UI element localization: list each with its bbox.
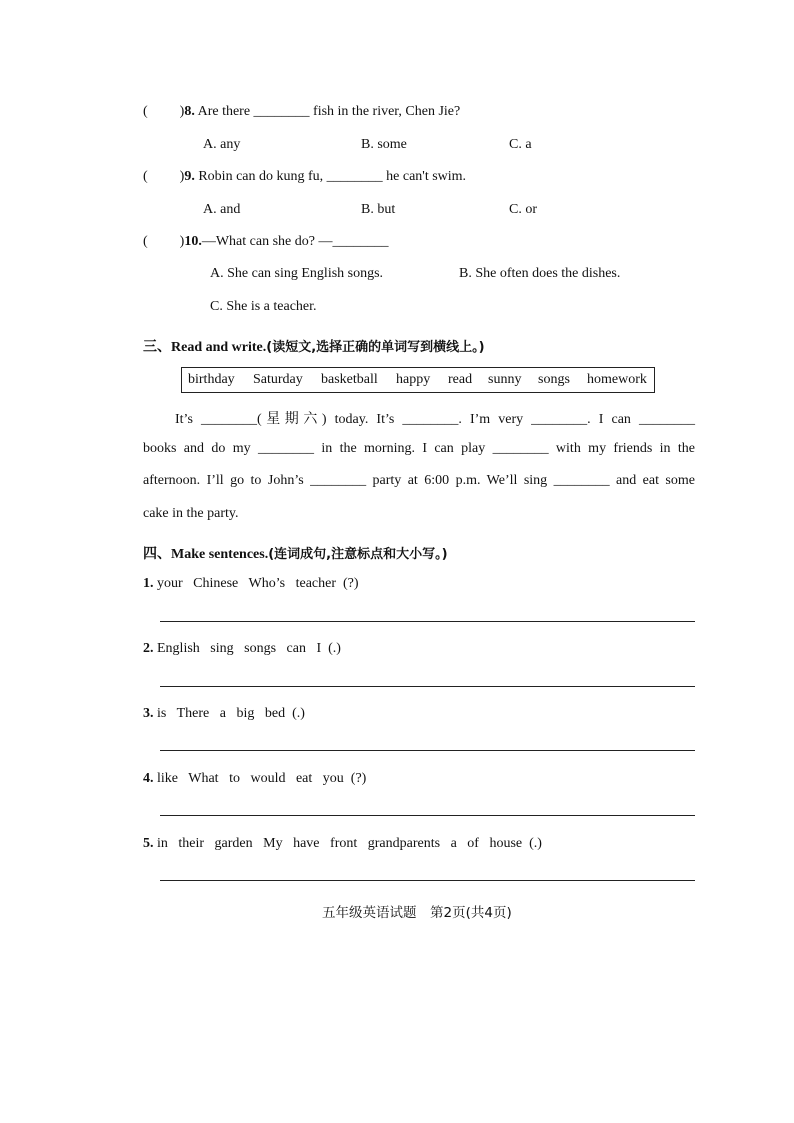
option-b: B. but	[361, 202, 396, 217]
option-a: A. She can sing English songs.	[210, 266, 384, 281]
word: sing	[210, 641, 234, 656]
section-4-heading	[143, 543, 448, 563]
option-a: A. and	[203, 202, 241, 217]
passage-line: books and do my ________ in the morning. I can play ________ with my friends in the	[143, 441, 695, 456]
option-b: B. some	[361, 137, 407, 152]
answer-paren-open: (	[143, 234, 148, 249]
question-8	[143, 104, 460, 120]
answer-line[interactable]	[160, 621, 695, 622]
option-c: C. She is a teacher.	[210, 299, 317, 314]
passage-line: It’s ________(星期六) today. It’s ________. I’m very ________. I can ________	[175, 412, 695, 427]
section-3-heading	[143, 336, 485, 356]
word-bank-item: basketball	[321, 372, 378, 387]
word-bank-item: sunny	[488, 372, 522, 387]
item-number: 5.	[143, 836, 154, 851]
word: eat	[295, 771, 313, 786]
section-instruction: (读短文,选择正确的单词写到横线上。)	[266, 340, 485, 355]
sentence-item-2	[143, 641, 341, 657]
word: garden	[214, 836, 253, 851]
word: What	[188, 771, 219, 786]
word: your	[157, 576, 183, 591]
item-number: 3.	[143, 706, 154, 721]
answer-line[interactable]	[160, 880, 695, 881]
question-10	[143, 234, 388, 250]
answer-line[interactable]	[160, 750, 695, 751]
word: English	[157, 641, 200, 656]
word: I	[316, 641, 322, 656]
question-number: 8.	[184, 104, 195, 119]
section-prefix: 四、	[143, 547, 171, 562]
section-title: Make sentences.	[171, 547, 269, 562]
word: There	[176, 706, 210, 721]
punctuation: (?)	[343, 576, 359, 591]
punctuation: (.)	[328, 641, 341, 656]
option-a: A. any	[203, 137, 241, 152]
word: big	[236, 706, 255, 721]
section-title: Read and write.	[171, 340, 267, 355]
word-bank-item: birthday	[188, 372, 235, 387]
word: of	[467, 836, 479, 851]
word: Who’s	[248, 576, 286, 591]
question-stem: Robin can do kung fu, ________ he can't swim.	[198, 169, 467, 184]
word: is	[157, 706, 167, 721]
answer-paren-close: )	[179, 169, 185, 184]
answer-line[interactable]	[160, 815, 695, 816]
word: their	[178, 836, 205, 851]
word: Chinese	[193, 576, 239, 591]
answer-line[interactable]	[160, 686, 695, 687]
option-c: C. or	[509, 202, 537, 217]
passage-line: cake in the party.	[143, 506, 239, 521]
passage-line: afternoon. I’ll go to John’s ________ party at 6:00 p.m. We’ll sing ________ and eat some	[143, 473, 695, 488]
word: like	[157, 771, 178, 786]
word: teacher	[295, 576, 337, 591]
sentence-item-3	[143, 706, 305, 722]
word-bank	[181, 367, 655, 393]
item-number: 1.	[143, 576, 154, 591]
section-prefix: 三、	[143, 340, 171, 355]
word: in	[157, 836, 168, 851]
word: grandparents	[367, 836, 441, 851]
punctuation: (?)	[350, 771, 367, 786]
option-c: C. a	[509, 137, 532, 152]
sentence-item-5	[143, 836, 542, 852]
word: can	[286, 641, 306, 656]
word: a	[450, 836, 457, 851]
word: house	[489, 836, 523, 851]
question-stem: Are there ________ fish in the river, Chen Jie?	[197, 104, 461, 119]
word: a	[219, 706, 226, 721]
item-number: 2.	[143, 641, 154, 656]
word: to	[229, 771, 240, 786]
word: songs	[244, 641, 277, 656]
sentence-item-1	[143, 576, 359, 592]
option-b: B. She often does the dishes.	[459, 266, 621, 281]
sentence-item-4	[143, 771, 366, 787]
word-bank-item: read	[448, 372, 473, 387]
answer-paren-open: (	[143, 104, 148, 119]
word-bank-item: Saturday	[253, 372, 303, 387]
word: bed	[264, 706, 286, 721]
question-stem: —What can she do? —________	[201, 234, 389, 249]
section-instruction: (连词成句,注意标点和大小写。)	[268, 547, 448, 562]
word-bank-item: songs	[538, 372, 570, 387]
question-number: 9.	[184, 169, 195, 184]
word: have	[293, 836, 320, 851]
punctuation: (.)	[292, 706, 305, 721]
answer-paren-close: )	[179, 104, 185, 119]
word: front	[330, 836, 358, 851]
answer-paren-open: (	[143, 169, 148, 184]
word-bank-item: happy	[396, 372, 431, 387]
punctuation: (.)	[529, 836, 542, 851]
answer-paren-close: )	[179, 234, 185, 249]
question-9	[143, 169, 466, 185]
word: would	[250, 771, 286, 786]
word-bank-item: homework	[587, 372, 647, 387]
word: you	[322, 771, 344, 786]
page-footer: 五年级英语试题 第2页(共4页)	[322, 905, 512, 921]
word: My	[263, 836, 283, 851]
item-number: 4.	[143, 771, 154, 786]
question-number: 10.	[184, 234, 202, 249]
